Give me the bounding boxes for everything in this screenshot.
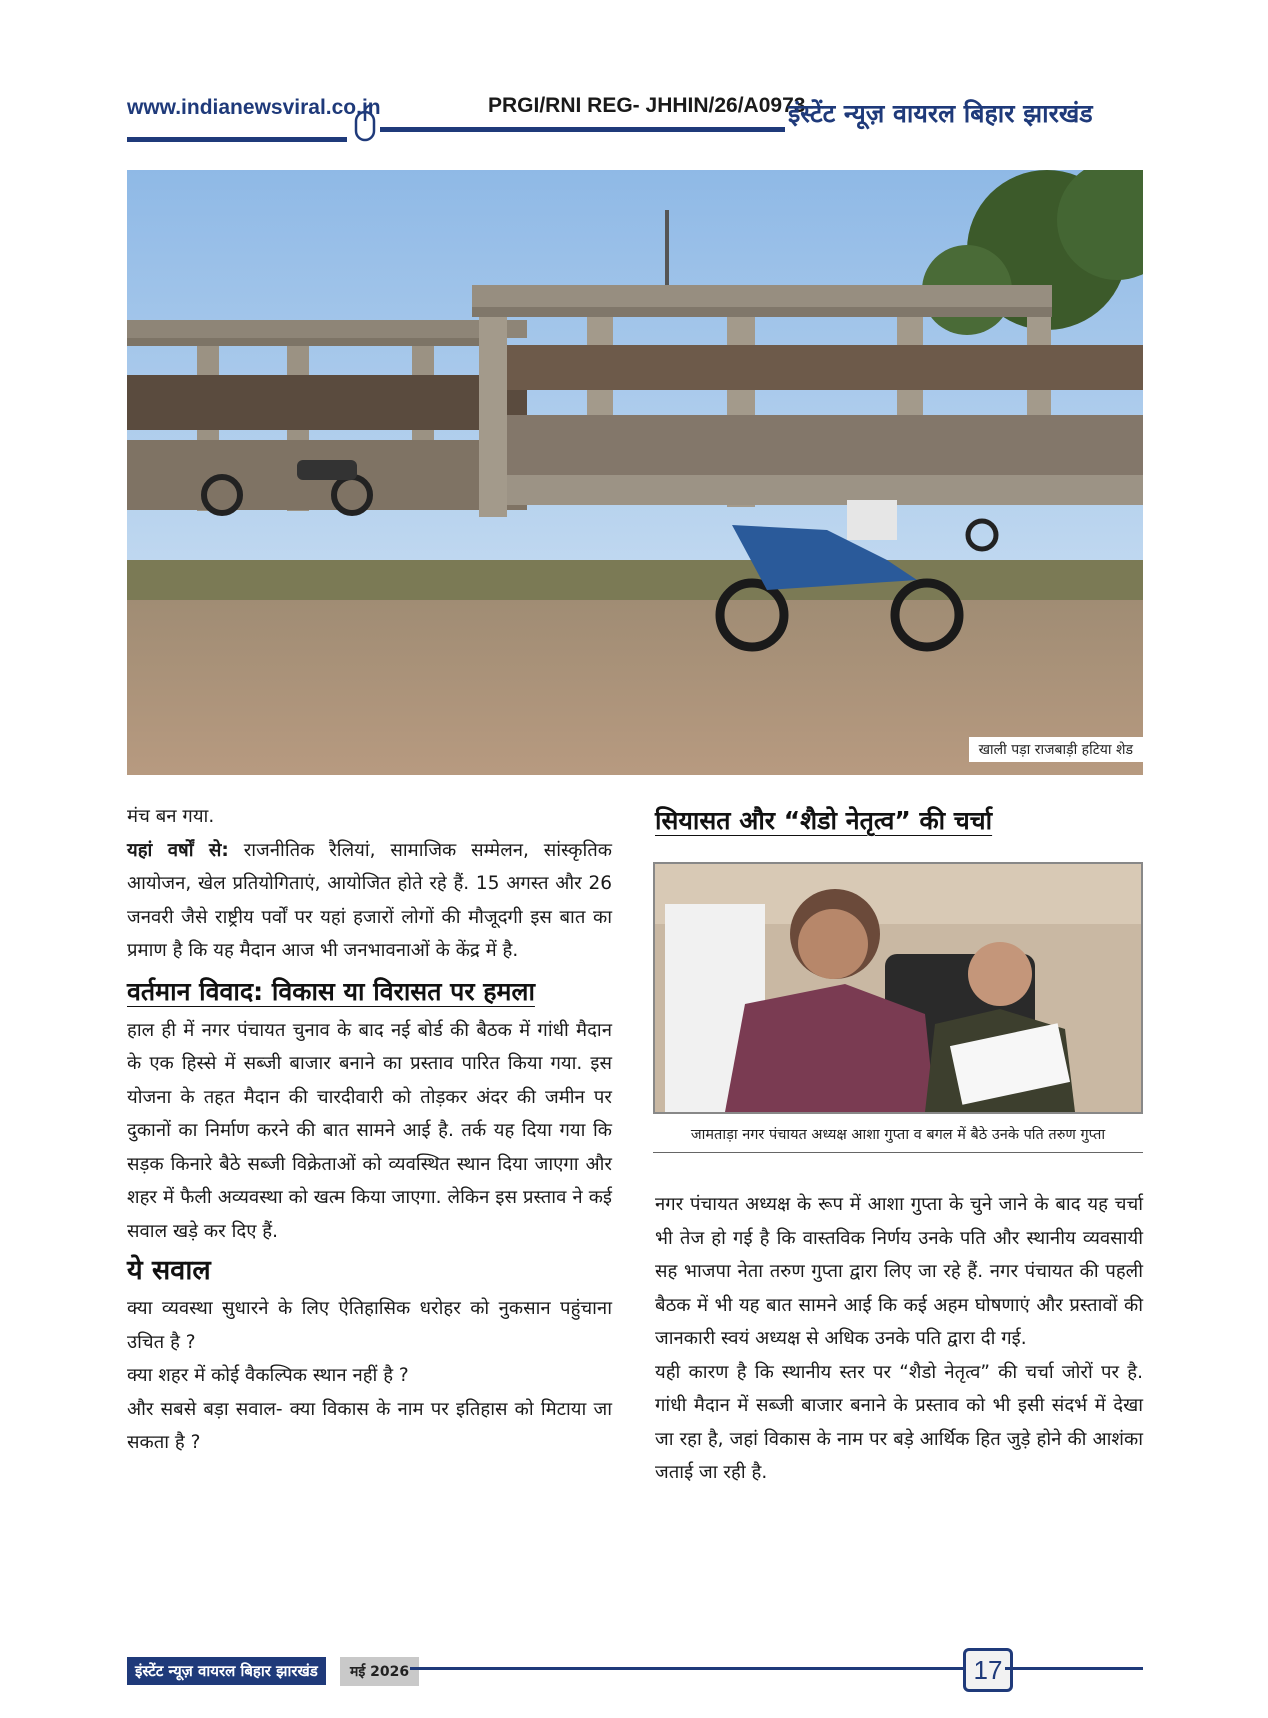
paragraph-shadow-1: नगर पंचायत अध्यक्ष के रूप में आशा गुप्ता के चुने जाने के बाद यह चर्चा भी तेज हो गई है कि वास्तविक निर्णय उनके पति और स्थानीय व्यवसायी सह भाजपा नेता तरुण गुप्ता द्वारा लिए जा रहे हैं. नगर पंचायत की पहली बैठक में भी यह बात सामने आई कि कई अहम घोषणाएं और प्रस्तावों की जानकारी स्वयं अध्यक्ष से अधिक उनके पति द्वारा दी गई. <box>655 1194 1143 1349</box>
header-rule-mid <box>380 127 785 132</box>
officials-illustration <box>655 864 1141 1112</box>
caption-rule <box>653 1152 1143 1153</box>
question-2: क्या शहर में कोई वैकल्पिक स्थान नहीं है ? <box>127 1365 409 1386</box>
paragraph-lead: यहां वर्षों से: <box>127 839 229 861</box>
officials-photo <box>653 862 1143 1114</box>
footer-rule-right <box>1005 1667 1143 1670</box>
registration-number: PRGI/RNI REG- JHHIN/26/A0973 <box>488 94 806 117</box>
paragraph-shadow-2: यही कारण है कि स्थानीय स्तर पर “शैडो नेतृत्व” की चर्चा जोरों पर है. गांधी मैदान में सब्जी बाजार बनाने के प्रस्ताव को भी इसी संदर्भ में देखा जा रहा है, जहां विकास के नाम पर बड़े आर्थिक हित जुड़े होने की आशंका जताई जा रही है. <box>655 1361 1143 1483</box>
footer-publication: इंस्टेंट न्यूज़ वायरल बिहार झारखंड <box>127 1657 326 1685</box>
paragraph-body: राजनीतिक रैलियां, सामाजिक सम्मेलन, सांस्कृतिक आयोजन, खेल प्रतियोगिताएं, आयोजित होते रहे हैं. 15 अगस्त और 26 जनवरी जैसे राष्ट्रीय पर्वों पर यहां हजारों लोगों की मौजूदगी इस बात का प्रमाण है कि यह मैदान आज भी जनभावनाओं के केंद्र में है. <box>127 839 612 961</box>
hero-caption: खाली पड़ा राजबाड़ी हटिया शेड <box>969 737 1143 762</box>
section-heading-questions: ये सवाल <box>127 1255 211 1286</box>
left-column <box>127 800 612 1460</box>
question-3: और सबसे बड़ा सवाल- क्या विकास के नाम पर इतिहास को मिटाया जा सकता है ? <box>127 1398 612 1453</box>
publication-title: इंस्टेंट न्यूज़ वायरल बिहार झारखंड <box>788 99 1093 128</box>
mouse-icon <box>353 104 377 144</box>
hero-photo <box>127 170 1143 775</box>
website-url[interactable]: www.indianewsviral.co.in <box>127 96 381 119</box>
header-rule-left <box>127 137 347 142</box>
right-column <box>655 1188 1143 1490</box>
officials-photo-caption: जामताड़ा नगर पंचायत अध्यक्ष आशा गुप्ता व बगल में बैठे उनके पति तरुण गुप्ता <box>690 1127 1106 1143</box>
section-heading-controversy: वर्तमान विवाद: विकास या विरासत पर हमला <box>127 976 535 1006</box>
paragraph-controversy: हाल ही में नगर पंचायत चुनाव के बाद नई बोर्ड की बैठक में गांधी मैदान के एक हिस्से में सब्जी बाजार बनाने का प्रस्ताव पारित किया गया. इस योजना के तहत मैदान की चारदीवारी को तोड़कर अंदर की जमीन पर दुकानों का निर्माण करने की बात सामने आई है. तर्क यह दिया गया कि सड़क किनारे बैठे सब्जी विक्रेताओं को व्यवस्थित स्थान दिया जाएगा और शहर में फैली अव्यवस्था को खत्म किया जाएगा. लेकिन इस प्रस्ताव ने कई सवाल खड़े कर दिए हैं. <box>127 1019 612 1242</box>
paragraph-events <box>127 834 612 968</box>
question-1: क्या व्यवस्था सुधारने के लिए ऐतिहासिक धरोहर को नुकसान पहुंचाना उचित है ? <box>127 1298 612 1353</box>
market-shed-illustration <box>127 170 1143 775</box>
footer-date: मई 2026 <box>340 1657 419 1686</box>
intro-text: मंच बन गया. <box>127 806 215 827</box>
section-heading-shadow-leadership: सियासत और “शैडो नेतृत्व” की चर्चा <box>655 806 993 835</box>
page-number: 17 <box>963 1648 1013 1692</box>
footer-rule-left <box>410 1667 965 1670</box>
